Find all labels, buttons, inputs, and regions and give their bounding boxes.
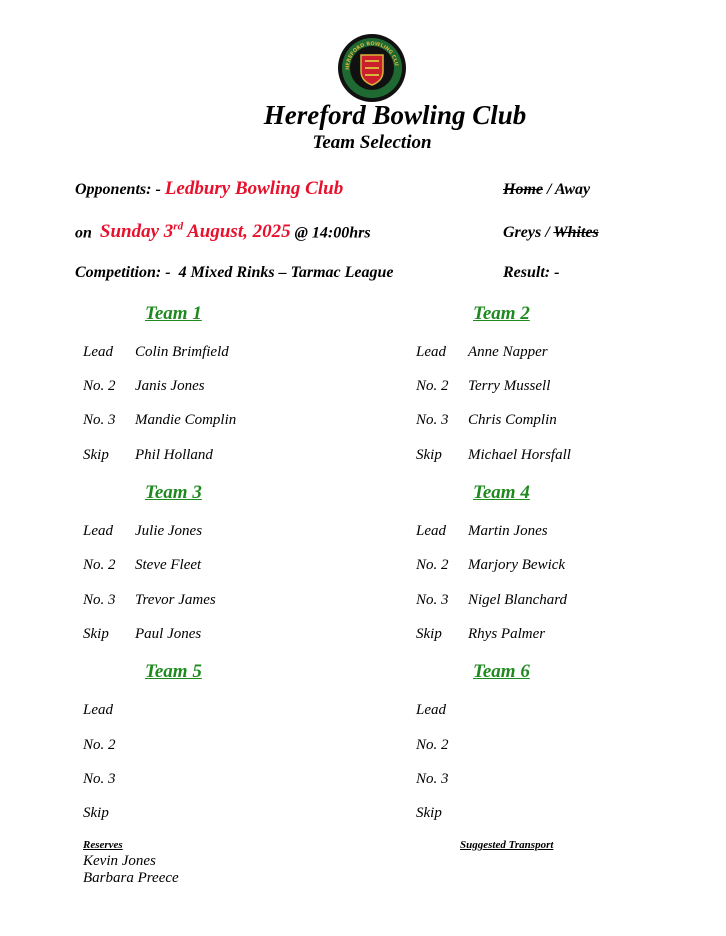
team-6-title: Team 6 [473, 661, 530, 682]
venue [503, 181, 590, 199]
club-title: Hereford Bowling Club [263, 100, 527, 130]
team-3-title: Team 3 [145, 482, 202, 503]
result-label: Result: - [503, 264, 560, 281]
opponents-name: Ledbury Bowling Club [164, 178, 344, 199]
colours-whites: Whites [553, 224, 599, 241]
reserve-item: Barbara Preece [83, 870, 179, 886]
match-time: @ 14:00hrs [294, 224, 371, 242]
team-4-title: Team 4 [473, 482, 530, 503]
reserves-heading: Reserves [83, 839, 123, 851]
on-label: on [75, 224, 92, 242]
competition-line [75, 264, 394, 282]
competition-name: 4 Mixed Rinks – Tarmac League [178, 264, 394, 281]
team-2-title: Team 2 [473, 303, 530, 324]
colours-greys: Greys / [503, 224, 550, 241]
competition-label: Competition: - [75, 264, 171, 281]
venue-away: / Away [547, 181, 591, 198]
match-date: Sunday 3rd August, 2025 [99, 221, 291, 243]
date-line [75, 221, 371, 243]
transport-heading: Suggested Transport [460, 839, 554, 851]
opponents-label: Opponents: - [75, 181, 161, 198]
team-1-title: Team 1 [145, 303, 202, 324]
club-crest-icon [337, 33, 407, 103]
reserve-item: Kevin Jones [83, 853, 156, 869]
club-logo [337, 33, 407, 103]
opponents-line [75, 178, 343, 200]
venue-home: Home [503, 181, 543, 198]
team-5-title: Team 5 [145, 661, 202, 682]
kit-colours [503, 224, 599, 242]
page-subtitle: Team Selection [312, 132, 432, 153]
svg-text:HEREFORD BOWLING CLUB: HEREFORD BOWLING CLU [344, 40, 399, 70]
